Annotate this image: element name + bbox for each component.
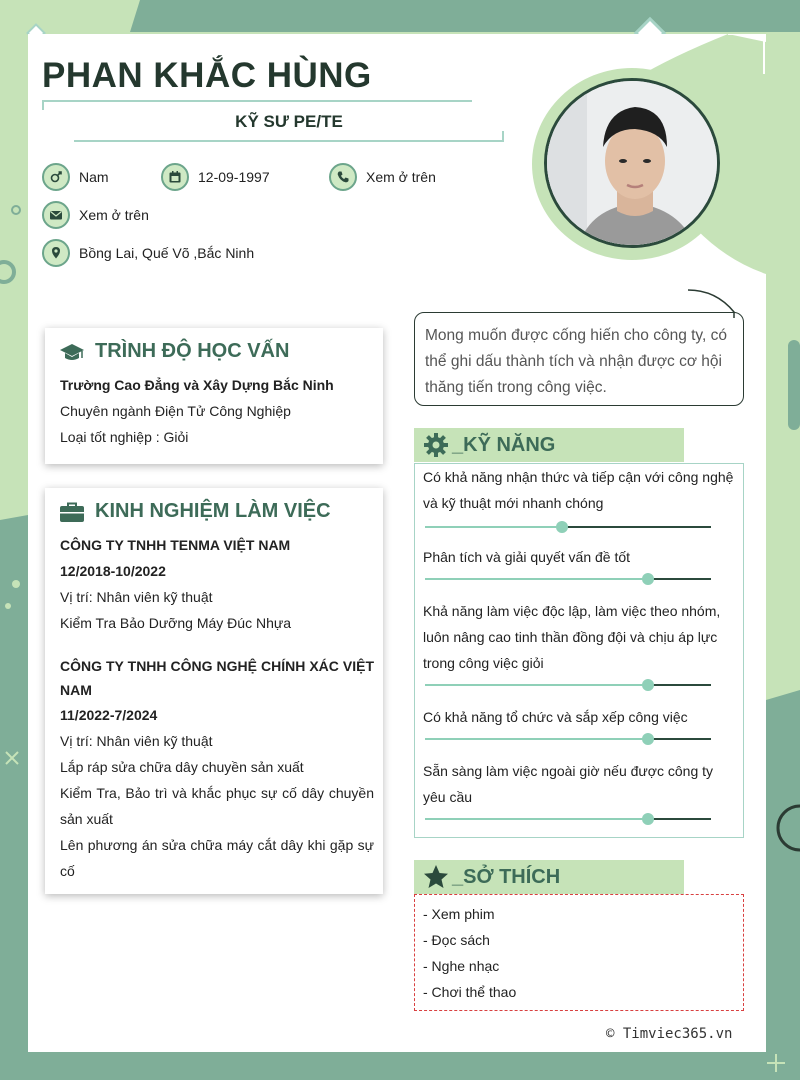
- skill-level-handle: [556, 521, 568, 533]
- job-entry: [60, 532, 374, 636]
- education-school: Trường Cao Đẳng và Xây Dựng Bắc Ninh: [60, 377, 334, 393]
- info-phone: [329, 163, 436, 191]
- hobby-item: - Chơi thể thao: [423, 984, 517, 1000]
- skill-level-bar: [425, 818, 711, 820]
- skill-level-fill: [425, 684, 648, 686]
- info-dob: [161, 163, 270, 191]
- hobby-item: - Đọc sách: [423, 932, 490, 948]
- hobbies-title: _SỞ THÍCH: [452, 865, 561, 888]
- skill-level-bar: [425, 684, 711, 686]
- email-icon: [42, 201, 70, 229]
- job-company: CÔNG TY TNHH CÔNG NGHỆ CHÍNH XÁC VIỆT NAM: [60, 658, 374, 698]
- name-underline: [42, 100, 472, 102]
- skill-text: Phân tích và giải quyết vấn đề tốt: [423, 549, 631, 565]
- skills-banner: [414, 428, 684, 462]
- job-period: 12/2018-10/2022: [60, 563, 166, 579]
- skills-title: _KỸ NĂNG: [452, 433, 556, 456]
- hobbies-banner: [414, 860, 684, 894]
- gender-icon: [42, 163, 70, 191]
- job-task: Lắp ráp sửa chữa dây chuyền sản xuất: [60, 759, 304, 775]
- hobby-item: - Nghe nhạc: [423, 958, 500, 974]
- job-title-underline-tick: [502, 131, 504, 142]
- info-address: [42, 239, 254, 267]
- skills-box: [414, 463, 744, 838]
- location-icon: [42, 239, 70, 267]
- job-task: Kiểm Tra, Bảo trì và khắc phục sự cố dây chuyền sản xuất: [60, 785, 374, 827]
- experience-content: [60, 532, 374, 884]
- skill-text: Khả năng làm việc độc lập, làm việc theo nhóm, luôn nâng cao tinh thần đồng đội và chịu áp lực trong công việc giỏi: [423, 603, 721, 671]
- graduation-cap-icon: [59, 341, 85, 363]
- skill-text: Có khả năng tổ chức và sắp xếp công việc: [423, 709, 688, 725]
- job-task: Kiểm Tra Bảo Dưỡng Máy Đúc Nhựa: [60, 615, 292, 631]
- education-title: [59, 340, 289, 363]
- star-icon: [422, 863, 450, 891]
- briefcase-icon: [59, 501, 85, 523]
- skill-level-handle: [642, 733, 654, 745]
- skill-level-fill: [425, 578, 648, 580]
- job-title-underline: [74, 140, 504, 142]
- education-card: [45, 328, 383, 464]
- dob-value: 12-09-1997: [198, 169, 270, 185]
- skill-text: Sẵn sàng làm việc ngoài giờ nếu được công ty yêu cầu: [423, 763, 714, 805]
- hobby-item: - Xem phim: [423, 906, 495, 922]
- experience-title: [59, 500, 331, 523]
- job-title: KỸ SƯ PE/TE: [235, 112, 343, 131]
- skill-level-handle: [642, 573, 654, 585]
- avatar: [544, 78, 720, 248]
- avatar-photo: [547, 81, 720, 248]
- skill-level-fill: [425, 818, 648, 820]
- skill-level-bar: [425, 526, 711, 528]
- job-task: Lên phương án sửa chữa máy cắt dây khi gặp sự cố: [60, 837, 374, 879]
- education-grade: Loại tốt nghiệp : Giỏi: [60, 429, 189, 445]
- education-major: Chuyên ngành Điện Tử Công Nghiệp: [60, 403, 291, 419]
- footer-copyright: © Timviec365.vn: [606, 1026, 733, 1042]
- experience-card: [45, 488, 383, 894]
- gear-icon: [422, 431, 450, 459]
- phone-icon: [329, 163, 357, 191]
- address-value: Bồng Lai, Quế Võ ,Bắc Ninh: [79, 245, 255, 261]
- skill-level-bar: [425, 738, 711, 740]
- email-value: Xem ở trên: [79, 207, 149, 223]
- job-company: CÔNG TY TNHH TENMA VIỆT NAM: [60, 537, 291, 553]
- career-objective: Mong muốn được cống hiến cho công ty, có thể ghi dấu thành tích và nhận được cơ hội thăng tiến trong công việc.: [414, 312, 744, 406]
- job-position: Vị trí: Nhân viên kỹ thuật: [60, 589, 213, 605]
- skill-level-handle: [642, 813, 654, 825]
- info-gender: [42, 163, 109, 191]
- calendar-icon: [161, 163, 189, 191]
- education-content: [60, 372, 370, 450]
- hobbies-box: [414, 894, 744, 1011]
- skill-level-bar: [425, 578, 711, 580]
- info-email: [42, 201, 149, 229]
- skill-level-fill: [425, 738, 648, 740]
- gender-value: Nam: [79, 169, 109, 185]
- skill-level-fill: [425, 526, 562, 528]
- experience-title-text: KINH NGHIỆM LÀM VIỆC: [95, 500, 331, 522]
- phone-value: Xem ở trên: [366, 169, 436, 185]
- name-underline-tick: [42, 100, 44, 110]
- job-entry: [60, 654, 374, 884]
- job-position: Vị trí: Nhân viên kỹ thuật: [60, 733, 213, 749]
- candidate-name: PHAN KHẮC HÙNG: [42, 56, 372, 95]
- job-period: 11/2022-7/2024: [60, 707, 158, 723]
- skill-text: Có khả năng nhận thức và tiếp cận với công nghệ và kỹ thuật mới nhanh chóng: [423, 469, 734, 511]
- skill-level-handle: [642, 679, 654, 691]
- education-title-text: TRÌNH ĐỘ HỌC VẤN: [95, 340, 290, 362]
